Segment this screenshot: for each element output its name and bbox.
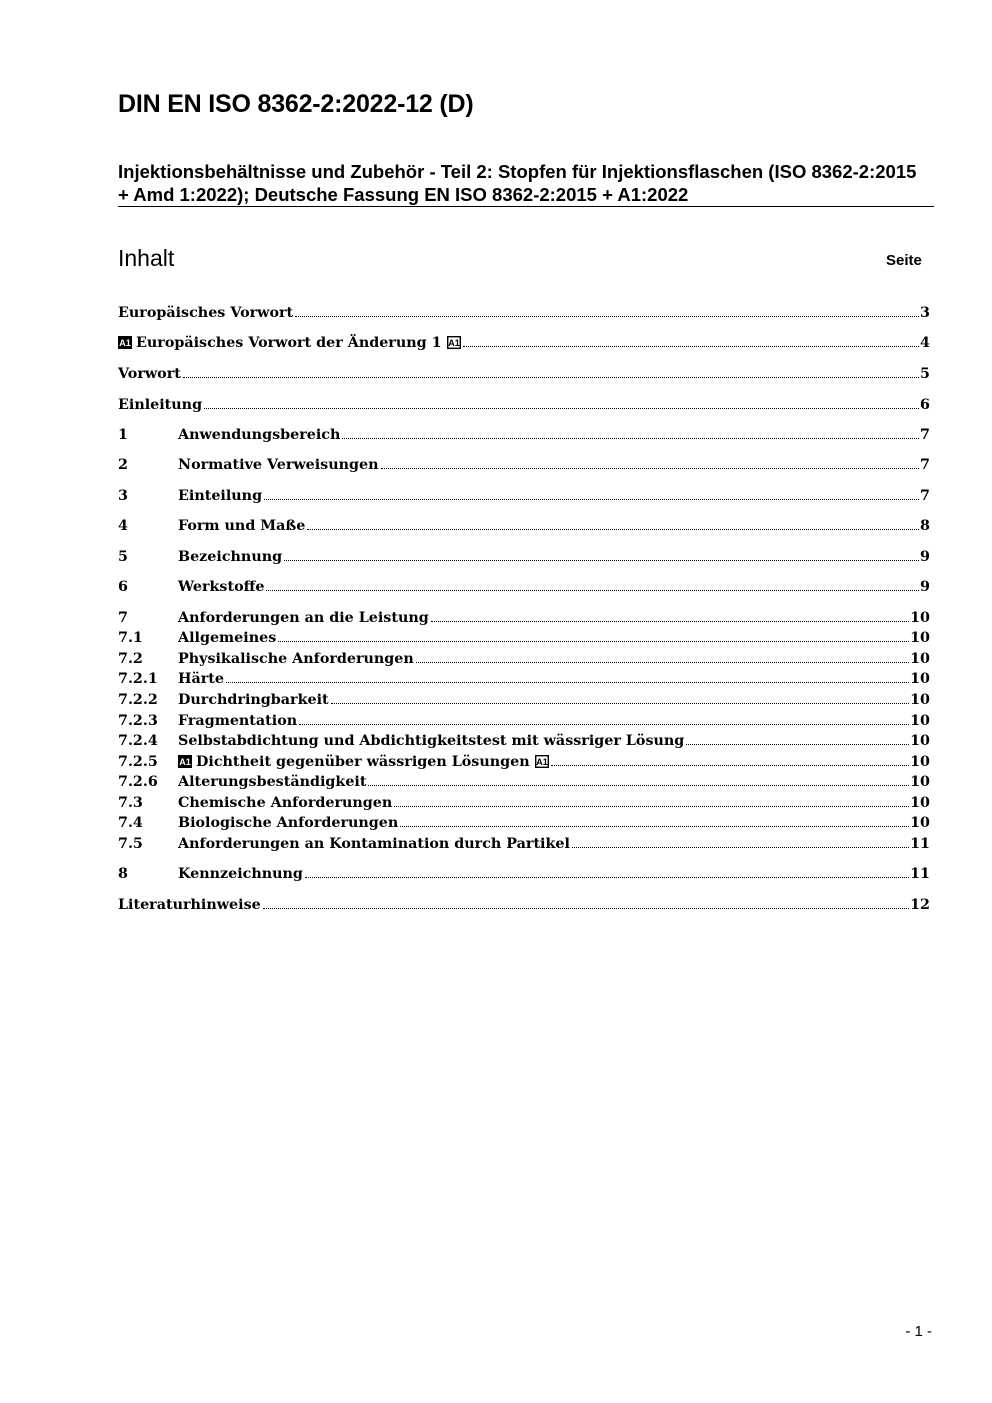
toc-entry[interactable] [118, 364, 930, 384]
toc-dot-leader [295, 316, 919, 317]
toc-entry-page: 4 [920, 335, 930, 351]
toc-dot-leader [686, 744, 909, 745]
toc-entry-label-wrap [118, 895, 261, 915]
toc-entry-page: 7 [920, 427, 930, 443]
toc-entry-label: Bezeichnung [178, 549, 283, 565]
toc-entry-label: Anwendungsbereich [178, 427, 341, 443]
toc-entry-number: 7 [118, 610, 128, 626]
toc-entry-label: Physikalische Anforderungen [178, 651, 414, 667]
toc-entry-number: 7.2.6 [118, 774, 158, 790]
toc-entry[interactable] [118, 333, 930, 353]
toc-entry-label-wrap [178, 577, 264, 597]
toc-dot-leader [266, 590, 919, 591]
toc-entry-label: Anforderungen an Kontamination durch Partikel [178, 836, 570, 852]
toc-entry-page: 10 [910, 630, 930, 646]
toc-dot-leader [226, 682, 909, 683]
toc-entry[interactable] [118, 731, 930, 751]
amendment-start-marker-icon [178, 755, 192, 768]
toc-entry-page: 7 [920, 457, 930, 473]
toc-entry-label: Literaturhinweise [118, 897, 261, 913]
toc-entry-label-wrap [178, 547, 282, 567]
toc-entry-label-wrap [178, 628, 276, 648]
toc-entry-label-wrap [178, 649, 414, 669]
toc-entry[interactable] [118, 793, 930, 813]
toc-entry-label-wrap [178, 731, 684, 751]
toc-entry[interactable] [118, 547, 930, 567]
toc-entry-page: 11 [910, 866, 930, 882]
toc-entry[interactable] [118, 395, 930, 415]
amendment-marker-text: A1 [447, 338, 460, 348]
toc-entry[interactable] [118, 577, 930, 597]
toc-entry-label-wrap [178, 690, 329, 710]
toc-entry-page: 8 [920, 518, 930, 534]
toc-entry-label-wrap [178, 834, 570, 854]
toc-entry[interactable] [118, 669, 930, 689]
toc-entry-label: Einteilung [178, 488, 263, 504]
toc-entry[interactable] [118, 628, 930, 648]
toc-dot-leader [263, 908, 909, 909]
toc-entry-number: 7.2.3 [118, 713, 158, 729]
toc-entry-label: Vorwort [118, 366, 181, 382]
page-column-label: Seite [886, 252, 922, 269]
toc-entry-label: Europäisches Vorwort der Änderung 1 [136, 335, 442, 351]
toc-entry[interactable] [118, 834, 930, 854]
toc-entry-label: Einleitung [118, 397, 203, 413]
toc-entry-page: 12 [910, 897, 930, 913]
toc-entry-number: 7.2.4 [118, 733, 158, 749]
toc-dot-leader [278, 641, 909, 642]
toc-entry-label-wrap [178, 516, 305, 536]
toc-dot-leader [572, 847, 909, 848]
toc-entry-number: 7.2.5 [118, 754, 158, 770]
toc-dot-leader [183, 377, 919, 378]
toc-entry-page: 3 [920, 305, 930, 321]
toc-entry-label: Anforderungen an die Leistung [178, 610, 429, 626]
toc-entry-page: 11 [910, 836, 930, 852]
toc-entry-label-wrap [178, 711, 297, 731]
toc-entry-number: 7.2 [118, 651, 143, 667]
toc-dot-leader [463, 346, 919, 347]
toc-entry[interactable] [118, 425, 930, 445]
toc-entry-label-wrap [178, 669, 224, 689]
toc-entry[interactable] [118, 864, 930, 884]
toc-entry-label: Fragmentation [178, 713, 298, 729]
toc-dot-leader [381, 468, 920, 469]
amendment-marker-text: A1 [535, 757, 548, 767]
toc-entry-label-wrap [118, 333, 461, 353]
toc-entry-number: 7.3 [118, 795, 143, 811]
toc-dot-leader [204, 408, 919, 409]
toc-entry-page: 9 [920, 549, 930, 565]
toc-dot-leader [431, 621, 909, 622]
toc-entry-label: Durchdringbarkeit [178, 692, 329, 708]
toc-entry-page: 10 [910, 733, 930, 749]
toc-dot-leader [416, 662, 909, 663]
toc-entry-label-wrap [178, 425, 340, 445]
amendment-end-marker-icon [447, 336, 461, 349]
toc-entry-label-wrap [178, 608, 429, 628]
toc-entry[interactable] [118, 303, 930, 323]
toc-entry-label: Biologische Anforderungen [178, 815, 399, 831]
toc-dot-leader [342, 438, 919, 439]
toc-entry-label-wrap [178, 813, 398, 833]
toc-dot-leader [368, 785, 909, 786]
amendment-marker-text: A1 [179, 757, 191, 767]
toc-entry-page: 6 [920, 397, 930, 413]
toc-entry[interactable] [118, 813, 930, 833]
toc-entry-page: 10 [910, 671, 930, 687]
toc-entry-label: Europäisches Vorwort [118, 305, 294, 321]
toc-entry-label-wrap [178, 486, 262, 506]
toc-entry-number: 3 [118, 488, 128, 504]
toc-entry[interactable] [118, 486, 930, 506]
footer-page-number: - 1 - [905, 1323, 932, 1340]
amendment-end-marker-icon [535, 755, 549, 768]
toc-entry-page: 9 [920, 579, 930, 595]
toc-entry-number: 7.1 [118, 630, 143, 646]
toc-entry-page: 10 [910, 774, 930, 790]
toc-entry-number: 5 [118, 549, 128, 565]
toc-entry-label: Allgemeines [178, 630, 277, 646]
toc-entry-number: 2 [118, 457, 128, 473]
toc-dot-leader [551, 765, 909, 766]
toc-entry-page: 10 [910, 815, 930, 831]
toc-dot-leader [307, 529, 919, 530]
amendment-start-marker-icon [118, 336, 132, 349]
toc-entry-page: 10 [910, 651, 930, 667]
document-title: DIN EN ISO 8362-2:2022-12 (D) [118, 90, 474, 118]
toc-entry[interactable] [118, 895, 930, 915]
toc-entry-label-wrap [178, 793, 392, 813]
toc-entry-page: 5 [920, 366, 930, 382]
toc-entry[interactable] [118, 649, 930, 669]
toc-entry-number: 8 [118, 866, 128, 882]
toc-entry-number: 1 [118, 427, 128, 443]
toc-entry-label-wrap [118, 395, 202, 415]
toc-entry-number: 7.5 [118, 836, 143, 852]
toc-entry-label-wrap [178, 772, 366, 792]
toc-dot-leader [305, 877, 909, 878]
toc-entry-page: 10 [910, 795, 930, 811]
document-subtitle: Injektionsbehältnisse und Zubehör - Teil 2: Stopfen für Injektionsflaschen (ISO 8362-2:2015 + Amd 1:2022); Deutsche Fassung EN ISO 8362-2:2015 + A1:2022 [118, 161, 917, 205]
toc-entry-page: 10 [910, 692, 930, 708]
toc-entry[interactable] [118, 690, 930, 710]
toc-entry-number: 6 [118, 579, 128, 595]
toc-entry-number: 4 [118, 518, 128, 534]
toc-entry-page: 10 [910, 713, 930, 729]
toc-entry-label-wrap [178, 864, 303, 884]
toc-entry-page: 10 [910, 754, 930, 770]
toc-entry-number: 7.2.2 [118, 692, 158, 708]
toc-entry-label: Werkstoffe [178, 579, 265, 595]
toc-dot-leader [400, 826, 909, 827]
toc-entry-label: Chemische Anforderungen [178, 795, 393, 811]
toc-entry-number: 7.4 [118, 815, 143, 831]
toc-dot-leader [284, 560, 919, 561]
toc-entry-label-wrap [118, 364, 181, 384]
toc-dot-leader [299, 724, 909, 725]
toc-dot-leader [331, 703, 909, 704]
toc-entry-label-wrap [178, 752, 549, 772]
toc-dot-leader [394, 806, 909, 807]
toc-entry-label: Härte [178, 671, 225, 687]
toc-entry[interactable] [118, 772, 930, 792]
toc-entry-page: 7 [920, 488, 930, 504]
toc-entry-label-wrap [118, 303, 293, 323]
toc-entry-label: Form und Maße [178, 518, 306, 534]
title-divider [118, 206, 934, 207]
toc-entry-label: Normative Verweisungen [178, 457, 379, 473]
toc-entry-label: Selbstabdichtung und Abdichtigkeitstest mit wässriger Lösung [178, 733, 685, 749]
toc-entry-label: Kennzeichnung [178, 866, 303, 882]
toc-entry[interactable] [118, 608, 930, 628]
toc-entry-page: 10 [910, 610, 930, 626]
toc-heading: Inhalt [118, 245, 175, 271]
toc-entry[interactable] [118, 516, 930, 536]
toc-entry-label: Alterungsbeständigkeit [178, 774, 367, 790]
toc-entry[interactable] [118, 711, 930, 731]
amendment-marker-text: A1 [119, 338, 131, 348]
toc-entry-label-wrap [178, 455, 379, 475]
toc-dot-leader [264, 499, 919, 500]
toc-entry-label: Dichtheit gegenüber wässrigen Lösungen [196, 754, 530, 770]
toc-entry-number: 7.2.1 [118, 671, 158, 687]
toc-entry[interactable] [118, 455, 930, 475]
toc-entry[interactable] [118, 752, 930, 772]
